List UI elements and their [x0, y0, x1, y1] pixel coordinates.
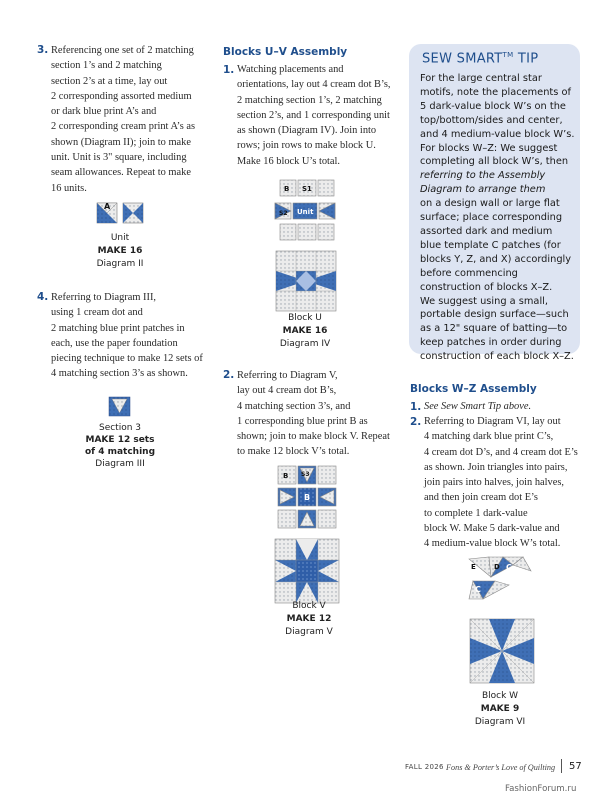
- footer-magazine: Fons & Porter’s Love of Quilting: [446, 763, 556, 772]
- tip-line: assorted dark and medium: [420, 225, 553, 237]
- block-v-finished: [274, 538, 340, 604]
- tip-line: motifs, note the placements of: [420, 86, 571, 98]
- caption-make: MAKE 12 sets: [85, 435, 155, 445]
- block-w-layout: [467, 555, 535, 603]
- text-line: 2 corresponding cream print A’s as: [51, 121, 195, 133]
- watermark: FashionForum.ru: [505, 784, 577, 794]
- text-line: and then join cream dot E’s: [424, 492, 538, 504]
- text-line: 4 matching section 3’s as shown.: [51, 368, 188, 380]
- tip-line: We suggest using a small,: [420, 295, 548, 307]
- text-line: orientations, lay out 4 cream dot B’s,: [237, 79, 391, 91]
- text-line: Referring to Diagram III,: [51, 292, 157, 303]
- text-line: to make 12 block V’s total.: [237, 446, 350, 458]
- step-number: 2.: [223, 369, 235, 381]
- patch-label-c: C: [506, 563, 512, 572]
- tip-title-text: SEW SMART: [422, 51, 503, 67]
- step-1-text: [237, 62, 391, 169]
- text-line: shown; join to make block V. Repeat: [237, 431, 390, 443]
- caption-diagram: Diagram IV: [279, 339, 331, 349]
- tip-line: and 4 medium-value block W’s.: [420, 128, 575, 140]
- text-line: or dark blue print A’s and: [51, 106, 157, 118]
- text-line: 2 corresponding assorted medium: [51, 90, 192, 102]
- step-number: 1.: [223, 64, 235, 76]
- page-number: 57: [569, 761, 582, 772]
- patch-label-b: B: [283, 472, 289, 480]
- text-line: 4 matching section 3’s, and: [237, 400, 351, 412]
- footer-issue: FALL 2026: [405, 763, 444, 771]
- caption-make: MAKE 16: [97, 246, 143, 256]
- caption-title: Section 3: [98, 423, 142, 433]
- patch-label-a: A: [104, 202, 111, 211]
- block-v-layout: [276, 464, 340, 534]
- tip-line: 5 dark-value block W’s on the: [420, 100, 566, 112]
- text-line: as shown (Diagram IV). Join into: [237, 125, 377, 137]
- patch-label-b: B: [284, 185, 290, 193]
- step-number: 1.: [410, 401, 422, 413]
- text-line: Make 16 block U’s total.: [237, 155, 341, 167]
- caption-make: MAKE 12: [286, 614, 332, 624]
- tip-line: referring to the Assembly: [420, 170, 546, 182]
- patch-label-s1: S1: [302, 185, 312, 193]
- patch-label-e: E: [471, 563, 476, 571]
- text-line: as shown. Join triangles into pairs,: [424, 461, 568, 473]
- tip-line: Diagram to arrange them: [420, 184, 546, 196]
- trademark-mark: TM: [502, 51, 514, 59]
- step-2-text: [237, 368, 390, 460]
- text-line: Referring to Diagram VI, lay out: [424, 416, 561, 427]
- step-2-text: [424, 414, 578, 552]
- text-line: See Sew Smart Tip above.: [424, 401, 532, 412]
- text-line: join pairs into halves, join halves,: [424, 477, 564, 489]
- tip-title-tail: TIP: [513, 51, 539, 67]
- step-number: 4.: [37, 291, 49, 303]
- tip-line: For the large central star: [420, 73, 542, 84]
- caption-diagram: Diagram III: [95, 459, 145, 469]
- step-3-text: [51, 43, 195, 196]
- footer-divider: [561, 759, 562, 773]
- tip-line: portable design surface—such: [420, 309, 569, 321]
- step-number: 2.: [410, 416, 422, 428]
- text-line: section 1’s and 2 matching: [51, 60, 162, 72]
- caption-diagram: Diagram V: [285, 627, 333, 637]
- tip-line: blue template C patches (for: [420, 239, 561, 251]
- tip-line: on a design wall or large flat: [420, 198, 560, 210]
- text-line: 1 corresponding blue print B as: [237, 415, 368, 427]
- text-line: 2 matching section 1’s, 2 matching: [237, 94, 382, 106]
- caption-make: MAKE 16: [282, 326, 328, 336]
- tip-line: construction of blocks X–Z.: [420, 281, 553, 293]
- text-line: lay out 4 cream dot B’s,: [237, 385, 337, 397]
- section-heading: Blocks W–Z Assembly: [410, 383, 537, 395]
- patch-label-s3: S3: [301, 471, 310, 478]
- caption-title: Unit: [110, 233, 130, 243]
- text-line: 4 cream dot D’s, and 4 cream dot E’s: [424, 446, 578, 458]
- tip-line: For blocks W–Z: We suggest: [420, 142, 558, 154]
- text-line: 4 matching dark blue print C’s,: [424, 431, 554, 443]
- caption-title: Block W: [481, 691, 519, 701]
- tip-line: top/bottom/sides and center,: [420, 114, 563, 126]
- text-line: Referencing one set of 2 matching: [51, 45, 194, 56]
- text-line: block W. Make 5 dark-value and: [424, 523, 560, 535]
- section-heading: Blocks U–V Assembly: [223, 46, 348, 58]
- block-u-finished: [275, 250, 337, 312]
- text-line: 16 units.: [51, 182, 87, 194]
- tip-line: keep patches in order during: [420, 337, 562, 349]
- patch-label-d: D: [494, 563, 500, 571]
- diagram-v-caption: [249, 600, 369, 639]
- caption-diagram: Diagram II: [96, 259, 144, 269]
- text-line: each, use the paper foundation: [51, 337, 178, 349]
- step-4-text: [51, 290, 203, 382]
- caption-title: Block V: [292, 601, 326, 611]
- caption-make: MAKE 9: [480, 704, 520, 714]
- patch-label-s2: S2: [279, 210, 288, 217]
- tip-line: completing all block W’s, then: [420, 156, 569, 168]
- block-w-finished: [469, 618, 535, 684]
- unit-diagram-ii: [96, 200, 146, 226]
- text-line: rows; join rows to make block U.: [237, 140, 376, 152]
- text-line: 4 medium-value block W’s total.: [424, 538, 561, 550]
- text-line: shown (Diagram II); join to make: [51, 136, 191, 148]
- text-line: section 2’s, and 1 corresponding unit: [237, 109, 390, 121]
- caption-make-cont: of 4 matching: [84, 447, 156, 457]
- tip-body: [420, 72, 574, 364]
- caption-title: Block U: [288, 313, 322, 323]
- text-line: piecing technique to make 12 sets of: [51, 353, 203, 365]
- text-line: to complete 1 dark-value: [424, 507, 528, 519]
- step-number: 3.: [37, 44, 49, 56]
- tip-line: as a 12" square of batting—to: [420, 323, 568, 335]
- section-3-diagram: [108, 396, 132, 418]
- diagram-iv-caption: [245, 312, 365, 351]
- text-line: unit. Unit is 3" square, including: [51, 152, 187, 164]
- tip-line: construction of each block X–Z.: [420, 351, 574, 363]
- patch-label-c: C: [475, 585, 481, 594]
- diagram-vi-caption: [440, 690, 560, 729]
- tip-line: blocks Y, Z, and X) accordingly: [420, 253, 572, 265]
- diagram-iii-caption: [60, 422, 180, 470]
- text-line: Watching placements and: [237, 64, 344, 75]
- diagram-ii-caption: [60, 232, 180, 271]
- patch-label-center-b: B: [304, 493, 311, 502]
- text-line: seam allowances. Repeat to make: [51, 167, 191, 179]
- tip-line: surface; place corresponding: [420, 212, 563, 224]
- caption-diagram: Diagram VI: [474, 717, 526, 727]
- text-line: using 1 cream dot and: [51, 307, 143, 319]
- text-line: section 2’s at a time, lay out: [51, 75, 168, 87]
- patch-label-unit: Unit: [297, 208, 314, 216]
- text-line: Referring to Diagram V,: [237, 370, 338, 381]
- text-line: 2 matching blue print patches in: [51, 322, 185, 334]
- unit-right-square: [123, 203, 143, 223]
- step-1-text: [424, 399, 531, 414]
- tip-line: before commencing: [420, 267, 518, 279]
- block-u-layout: [274, 178, 342, 246]
- tip-title: [422, 51, 538, 66]
